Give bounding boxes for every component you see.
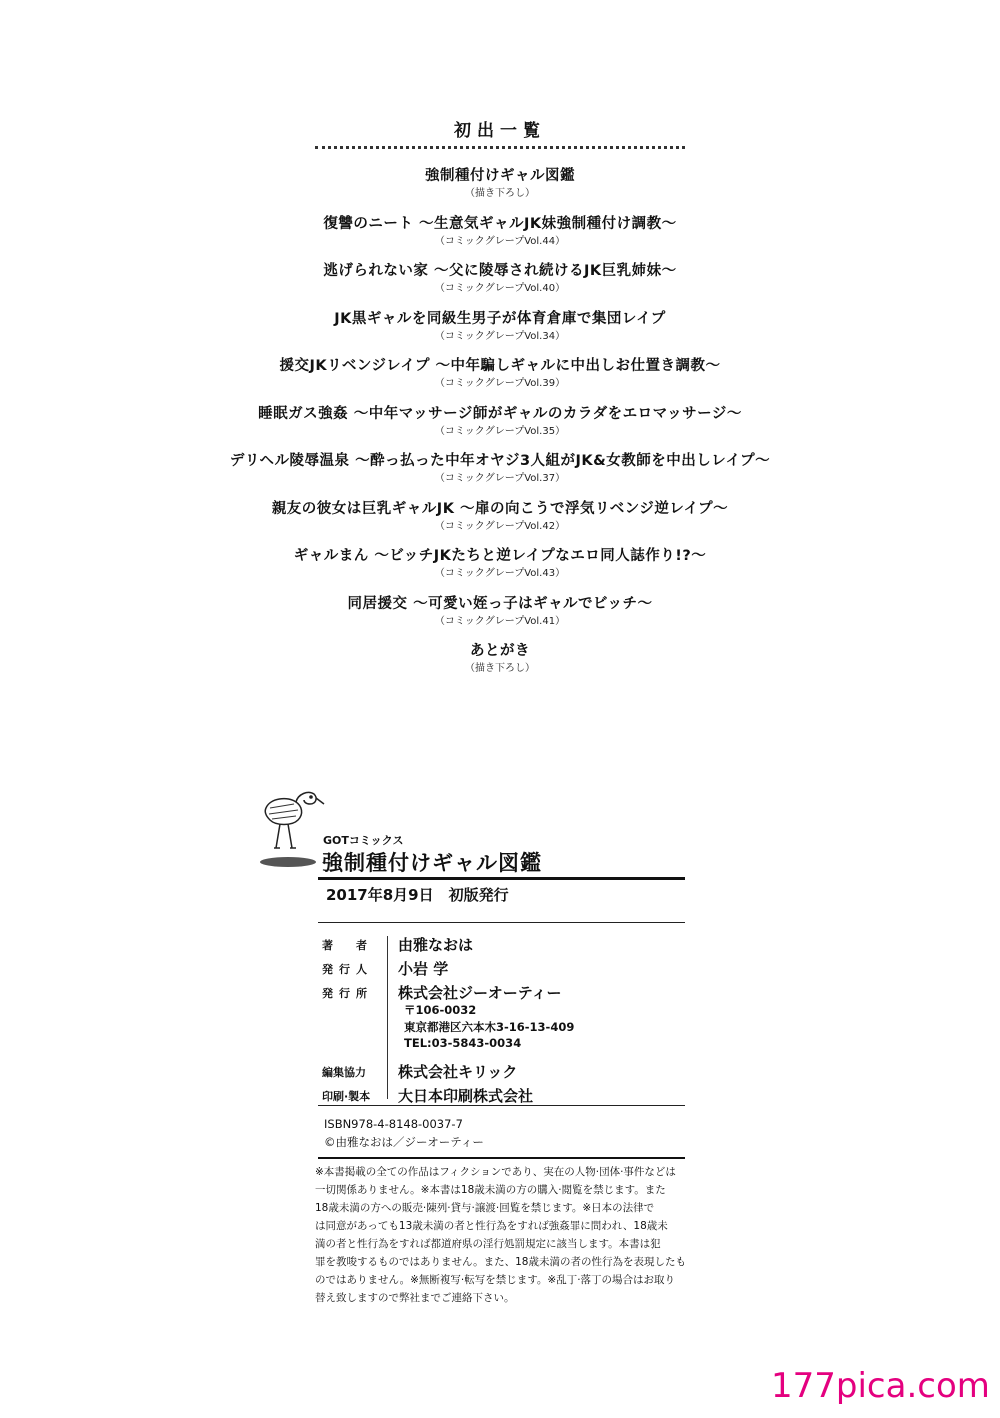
book-title: 強制種付けギャル図鑑 [322,851,542,875]
bird-mascot-icon [258,790,328,870]
credit-label: 発行人 [322,963,373,976]
toc-item [0,640,1000,688]
toc-item-title: 同居援交 ～可愛い姪っ子はギャルでビッチ～ [347,595,653,612]
author-name: 由雅なおは [398,936,474,954]
toc-item-source: （描き下ろし） [465,663,535,674]
toc-item-title: 睡眠ガス強姦 ～中年マッサージ師がギャルのカラダをエロマッサージ～ [258,405,742,422]
credit-row-publisher [318,982,685,1061]
toc-item-title: 親友の彼女は巨乳ギャルJK ～扉の向こうで浮気リベンジ逆レイプ～ [271,500,729,517]
toc-item-source: （コミックグレープVol.44） [434,235,566,247]
editing-company: 株式会社キリック [398,1063,518,1081]
toc-item [0,450,1000,498]
credit-label: 印刷·製本 [322,1090,371,1103]
notice-line: 一切関係ありません。※本書は18歳未満の方の購入·閲覧を禁じます。また [315,1184,666,1196]
publisher-name: 株式会社ジーオーティー [398,984,562,1002]
release-date: 2017年8月9日 初版発行 [326,886,509,904]
credit-row-editing [318,1061,685,1085]
site-watermark: 177pica.com [771,1366,990,1406]
toc-item-source: （コミックグレープVol.42） [434,520,566,532]
notice-line: 18歳未満の方への販売·陳列·貸与·譲渡·回覧を禁じます。※日本の法律で [315,1202,655,1214]
toc-item-source: （コミックグレープVol.34） [434,330,566,342]
publisher-address: 東京都港区六本木3-16-13-409 [404,1020,575,1034]
credit-label: 発行所 [322,987,373,1000]
copyright: ©由雅なおは／ジーオーティー [324,1135,484,1149]
notice-line: 満の者と性行為をすれば都道府県の淫行処罰規定に該当します。本書は犯 [315,1238,661,1250]
isbn: ISBN978-4-8148-0037-7 [324,1117,463,1131]
toc-item [0,545,1000,593]
credit-row-author [318,934,685,958]
imprint-label: GOTコミックス [323,834,404,847]
toc-item-source: （コミックグレープVol.35） [434,425,566,437]
toc-item-title: あとがき [470,643,530,659]
notice-line: 替え致しますので弊社までご連絡下さい。 [315,1292,515,1304]
toc-item [0,593,1000,641]
toc-item [0,355,1000,403]
toc-item-title: デリヘル陵辱温泉 ～酔っ払った中年オヤジ3人組がJK&女教師を中出しレイプ～ [229,453,771,469]
legal-notice [315,1163,690,1307]
publisher-postal-code: 〒106-0032 [404,1003,477,1017]
toc-dotted-divider [315,146,685,149]
credits-bottom-divider [318,1105,685,1106]
toc-item [0,165,1000,213]
toc-item-source: （コミックグレープVol.43） [434,568,566,579]
notice-line: ※本書掲載の全ての作品はフィクションであり、実在の人物·団体·事件などは [315,1166,676,1178]
publisher-phone: TEL:03-5843-0034 [404,1036,522,1050]
toc-item-title: ギャルまん ～ビッチJKたちと逆レイプなエロ同人誌作り!?～ [293,548,707,564]
toc-item [0,260,1000,308]
toc-item-source: （コミックグレープVol.37） [434,473,566,484]
toc-heading: 初出一覧 [454,121,546,141]
notice-divider [318,1157,685,1159]
toc-item-title: 援交JKリベンジレイプ ～中年騙しギャルに中出しお仕置き調教～ [279,358,721,374]
credit-label: 編集協力 [322,1066,366,1079]
toc-list [0,165,1000,688]
publisher-person-name: 小岩 学 [398,960,449,978]
toc-item-source: （コミックグレープVol.40） [434,283,566,294]
toc-item-source: （コミックグレープVol.39） [434,378,566,389]
toc-item-title: 復讐のニート ～生意気ギャルJK妹強制種付け調教～ [323,215,677,232]
toc-item-title: 強制種付けギャル図鑑 [425,168,575,184]
toc-item [0,308,1000,356]
notice-line: のではありません。※無断複写·転写を禁じます。※乱丁·落丁の場合はお取り [315,1274,676,1286]
toc-item-title: 逃げられない家 ～父に陵辱され続けるJK巨乳姉妹～ [323,263,677,279]
printing-company: 大日本印刷株式会社 [398,1087,534,1105]
toc-item [0,213,1000,261]
notice-line: 罪を教唆するものではありません。また、18歳未満の者の性行為を表現したも [315,1256,686,1268]
title-divider [318,877,685,880]
notice-line: は同意があっても13歳未満の者と性行為をすれば強姦罪に問われ、18歳未 [315,1220,668,1232]
credits-top-divider [318,922,685,923]
toc-item [0,498,1000,546]
credit-label: 著 者 [322,939,373,952]
toc-item-source: （描き下ろし） [465,188,535,199]
credits-table [318,934,685,1109]
toc-item-title: JK黒ギャルを同級生男子が体育倉庫で集団レイプ [334,310,666,327]
toc-item [0,403,1000,451]
credit-row-publisher-person [318,958,685,982]
toc-item-source: （コミックグレープVol.41） [434,615,566,627]
